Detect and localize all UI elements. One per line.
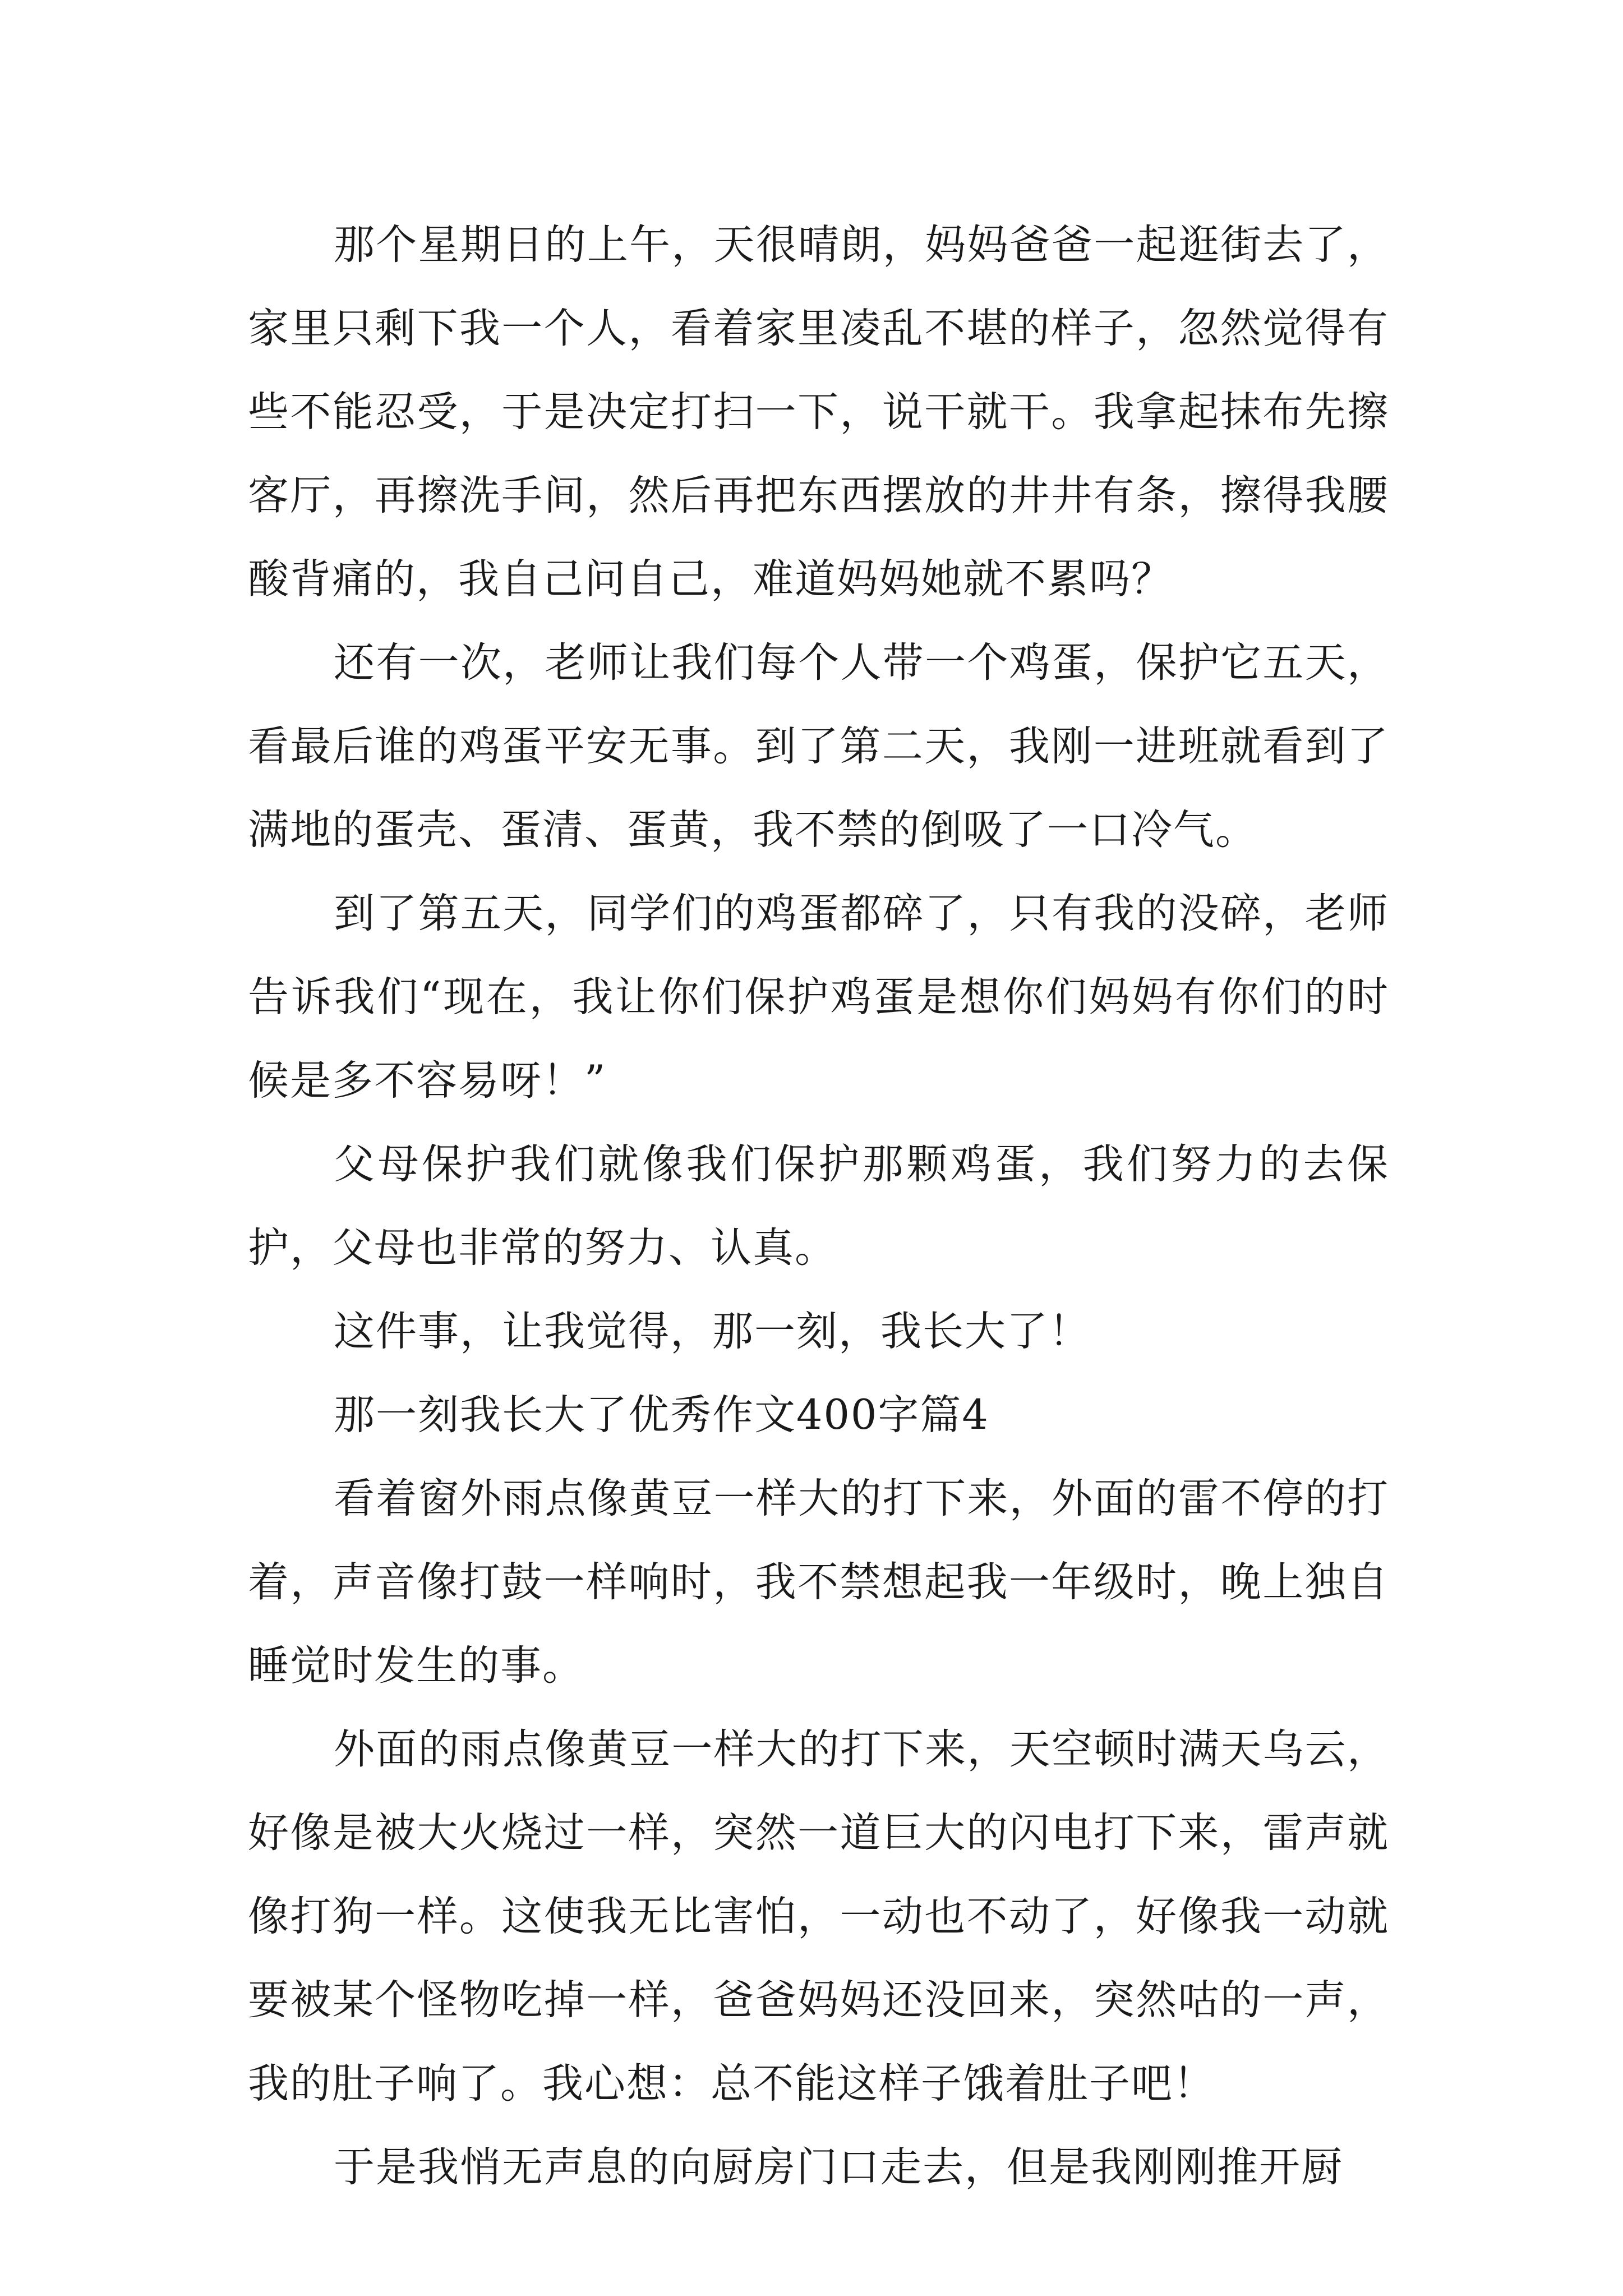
paragraph: 外面的雨点像黄豆一样大的打下来，天空顿时满天乌云，好像是被大火烧过一样，突然一道巨大的闪电打下来，雷声就像打狗一样。这使我无比害怕，一动也不动了，好像我一动就要被某个怪物吃掉一样，爸爸妈妈还没回来，突然咕的一声，我的肚子响了。我心想：总不能这样子饿着肚子吧！ [248,1726,1389,2108]
paragraph: 看着窗外雨点像黄豆一样大的打下来，外面的雷不停的打着，声音像打鼓一样响时，我不禁想起我一年级时，晚上独自睡觉时发生的事。 [248,1475,1389,1690]
paragraph: 到了第五天，同学们的鸡蛋都碎了，只有我的没碎，老师告诉我们“现在，我让你们保护鸡蛋是想你们妈妈有你们的时候是多不容易呀！” [248,890,1389,1105]
paragraph: 这件事，让我觉得，那一刻，我长大了！ [334,1308,1091,1355]
paragraph: 还有一次，老师让我们每个人带一个鸡蛋，保护它五天，看最后谁的鸡蛋平安无事。到了第二天，我刚一进班就看到了满地的蛋壳、蛋清、蛋黄，我不禁的倒吸了一口冷气。 [248,639,1389,854]
paragraph: 那个星期日的上午，天很晴朗，妈妈爸爸一起逛街去了，家里只剩下我一个人，看着家里凌乱不堪的样子，忽然觉得有些不能忍受，于是决定打扫一下，说干就干。我拿起抹布先擦客厅，再擦洗手间，然后再把东西摆放的井井有条，擦得我腰酸背痛的，我自己问自己，难道妈妈她就不累吗？ [248,221,1389,603]
section-heading: 那一刻我长大了优秀作文400字篇4 [334,1391,989,1439]
paragraph: 于是我悄无声息的向厨房门口走去，但是我刚刚推开厨 [334,2143,1343,2191]
document-body [248,203,1389,2209]
paragraph: 父母保护我们就像我们保护那颗鸡蛋，我们努力的去保护，父母也非常的努力、认真。 [248,1140,1389,1272]
